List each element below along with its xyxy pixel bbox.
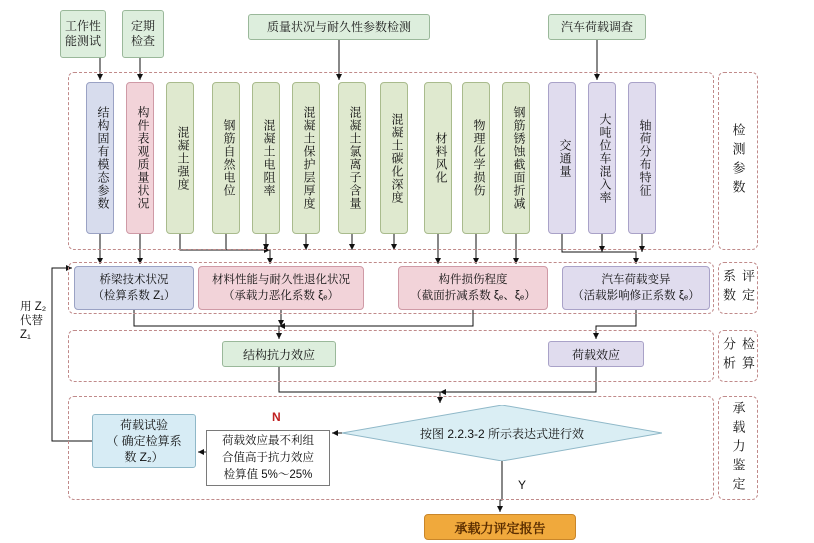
load-test-line1: 荷载试验 <box>119 418 168 432</box>
load-test-line3: 数 Z₂） <box>124 450 164 464</box>
coef-vehicle-load-variation[interactable] <box>562 266 710 310</box>
coef-vehicle-load-variation-line1: 汽车荷载变异 <box>601 274 671 286</box>
param-carbonation-depth[interactable]: 混凝土碳化深度 <box>380 82 408 234</box>
param-material-weathering[interactable]: 材料风化 <box>424 82 452 234</box>
coef-vehicle-load-variation-line2: （活载影响修正系数 ξₑ） <box>572 290 700 302</box>
trigger-quality-durability-detection[interactable]: 质量状况与耐久性参数检测 <box>248 14 430 40</box>
coef-member-damage[interactable] <box>398 266 548 310</box>
region-label-analysis: 检算分析 <box>718 330 758 382</box>
trigger-periodic-inspection[interactable]: 定期检查 <box>122 10 164 58</box>
branch-no-label: N <box>272 410 281 424</box>
param-structural-modal[interactable]: 结构固有模态参数 <box>86 82 114 234</box>
coef-bridge-condition-line1: 桥梁技术状况 <box>99 274 169 286</box>
coef-member-damage-line1: 构件损伤程度 <box>438 274 508 286</box>
branch-yes-label: Y <box>518 478 527 492</box>
param-physical-chemical-damage[interactable]: 物理化学损伤 <box>462 82 490 234</box>
param-concrete-resistivity[interactable]: 混凝土电阻率 <box>252 82 280 234</box>
load-test-line2: （ 确定检算系 <box>106 434 182 448</box>
coef-bridge-condition-line2: （检算系数 Z₁） <box>92 290 176 302</box>
coef-bridge-condition[interactable] <box>74 266 194 310</box>
condition-line2: 合值高于抗力效应 <box>222 451 314 464</box>
param-concrete-strength[interactable]: 混凝土强度 <box>166 82 194 234</box>
param-axle-load-distribution[interactable]: 轴荷分布特征 <box>628 82 656 234</box>
param-traffic-volume[interactable]: 交通量 <box>548 82 576 234</box>
decision-label: 按图 2.2.3-2 所示表达式进行效 <box>419 427 585 441</box>
param-member-appearance[interactable]: 构件表观质量状况 <box>126 82 154 234</box>
param-chloride-content[interactable]: 混凝土氯离子含量 <box>338 82 366 234</box>
region-label-coefficients: 评定系数 <box>718 262 758 314</box>
load-test-box[interactable] <box>92 414 196 468</box>
coef-material-degradation-line1: 材料性能与耐久性退化状况 <box>212 274 350 286</box>
region-label-detection: 检测参数 <box>718 72 758 250</box>
replace-note: 用 Z₂ 代替 Z₁ <box>20 301 47 341</box>
param-heavy-vehicle-ratio[interactable]: 大吨位车混入率 <box>588 82 616 234</box>
trigger-vehicle-load-survey[interactable]: 汽车荷载调查 <box>548 14 646 40</box>
coef-material-degradation[interactable] <box>198 266 364 310</box>
param-rebar-corrosion-section-loss[interactable]: 钢筋锈蚀截面折减 <box>502 82 530 234</box>
condition-box <box>206 430 330 486</box>
coef-member-damage-line2: （截面折减系数 ξₑ、ξₑ） <box>410 290 536 302</box>
condition-line1: 荷载效应最不利组 <box>222 434 314 447</box>
trigger-performance-test[interactable]: 工作性能测试 <box>60 10 106 58</box>
effect-load[interactable]: 荷载效应 <box>548 341 644 367</box>
condition-line3: 检算值 5%～25% <box>223 468 313 481</box>
coef-material-degradation-line2: （承载力恶化系数 ξₑ） <box>222 290 340 302</box>
param-cover-thickness[interactable]: 混凝土保护层厚度 <box>292 82 320 234</box>
bearing-capacity-report[interactable]: 承载力评定报告 <box>424 514 576 540</box>
param-rebar-natural-potential[interactable]: 钢筋自然电位 <box>212 82 240 234</box>
region-label-appraisal: 承载力鉴定 <box>718 396 758 500</box>
effect-structural-resistance[interactable]: 结构抗力效应 <box>222 341 336 367</box>
